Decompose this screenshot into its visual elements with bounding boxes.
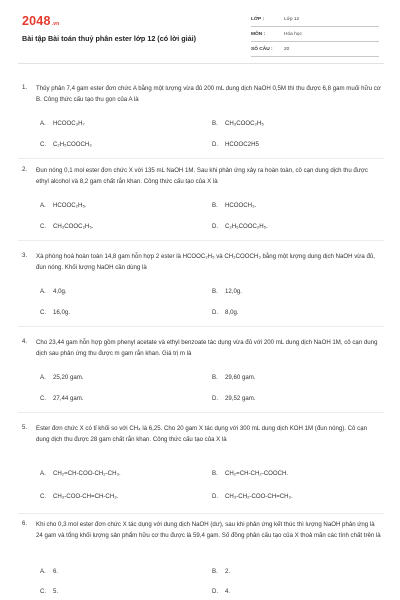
option-text: CH₃COOC₂H₅. [53, 223, 94, 230]
option-b[interactable] [212, 120, 264, 127]
logo-text: 2048 [22, 14, 51, 28]
question-text: Khi cho 0,3 mol ester đơn chức X tác dụng với dung dịch NaOH (dư), sau khi phản ứng kết thúc thì lượng NaOH phản ứng là 24 gam và tổng khối lượng sản phẩm hữu cơ thu được là 59,4 gam. Số đồng phân cấu tạo của X thoả mãn các tính chất trên là [36, 521, 381, 539]
option-letter: A. [40, 288, 46, 295]
meta-label: LỚP : [251, 17, 265, 22]
option-letter: D. [212, 141, 219, 148]
logo-suffix: .vn [51, 21, 60, 27]
option-c[interactable] [40, 588, 58, 595]
option-text: HCOOC₂H₅. [53, 202, 87, 209]
question-divider [18, 326, 384, 327]
option-letter: B. [212, 120, 218, 127]
option-a[interactable] [40, 568, 58, 575]
option-letter: D. [212, 309, 219, 316]
option-letter: C. [40, 223, 47, 230]
document-title: Bài tập Bài toán thuỷ phân ester lớp 12 (có lời giải) [22, 34, 196, 43]
question-text: Ester đơn chức X có tỉ khối so với CH₄ là 6,25. Cho 20 gam X tác dụng với 300 mL dung dịch KOH 1M (đun nóng). Cô cạn dung dịch thu được 28 gam chất rắn khan. Công thức cấu tạo của X là [36, 425, 367, 443]
meta-table [251, 14, 379, 59]
option-text: 29,52 gam. [225, 395, 256, 402]
option-text: 12,0g. [225, 288, 242, 295]
option-letter: A. [40, 202, 46, 209]
option-c[interactable] [40, 141, 92, 148]
option-letter: A. [40, 374, 46, 381]
question-divider [18, 240, 384, 241]
option-a[interactable] [40, 374, 84, 381]
option-text: 4. [225, 588, 231, 595]
option-a[interactable] [40, 120, 85, 127]
option-text: CH₂=CH-CH₂-COOCH. [225, 470, 289, 477]
question-divider [18, 513, 384, 514]
question-text: Cho 23,44 gam hỗn hợp gồm phenyl acetate và ethyl benzoate tác dụng vừa đủ với 200 mL dung dịch NaOH 1M, cô cạn dung dịch sau phản ứng thu được m gam rắn khan. Giá trị m là [36, 339, 378, 357]
question-text: Đun nóng 0,1 mol ester đơn chức X với 135 mL NaOH 1M. Sau khi phản ứng xảy ra hoàn toàn, cô cạn dung dịch thu được ethyl alcohol và 8,2 gam chất rắn khan. Công thức cấu tạo của X là [36, 167, 368, 185]
option-letter: D. [212, 223, 219, 230]
question-number: 2. [22, 166, 28, 173]
meta-label: SỐ CÂU : [251, 47, 273, 52]
meta-row-class [251, 14, 379, 27]
option-letter: C. [40, 141, 47, 148]
option-text: 16,0g. [53, 309, 70, 316]
header-divider [18, 63, 384, 64]
option-d[interactable] [212, 223, 268, 230]
option-text: CH₃COOC₂H₅ [225, 120, 264, 127]
option-text: 2. [225, 568, 231, 575]
option-c[interactable] [40, 223, 93, 230]
option-text: 27,44 gam. [53, 395, 84, 402]
option-c[interactable] [40, 493, 118, 500]
meta-value: 20 [284, 47, 290, 52]
option-letter: C. [40, 493, 47, 500]
option-d[interactable] [212, 141, 259, 148]
option-b[interactable] [212, 374, 256, 381]
option-b[interactable] [212, 288, 242, 295]
option-text: HCOOCH₃. [225, 202, 257, 209]
question-divider [18, 158, 384, 159]
option-letter: A. [40, 568, 46, 575]
meta-value: Hóa học [284, 32, 302, 37]
meta-row-count [251, 44, 379, 57]
option-letter: C. [40, 395, 47, 402]
option-a[interactable] [40, 470, 121, 477]
option-text: 25,20 gam. [53, 374, 84, 381]
option-text: HCOOC₃H₇ [53, 120, 85, 127]
option-letter: A. [40, 120, 46, 127]
option-text: 5. [53, 588, 59, 595]
option-c[interactable] [40, 395, 84, 402]
option-letter: C. [40, 588, 47, 595]
meta-value: Lớp 12 [284, 17, 300, 22]
question-number: 5. [22, 424, 28, 431]
question-text: Thủy phân 7,4 gam ester đơn chức A bằng một lượng vừa đủ 200 mL dung dịch NaOH 0,5M thì thu được 6,8 gam muối hữu cơ B. Công thức cấu tạo thu gọn của A là [36, 85, 381, 103]
option-text: 4,0g. [53, 288, 67, 295]
option-d[interactable] [212, 395, 256, 402]
option-d[interactable] [212, 588, 230, 595]
option-d[interactable] [212, 493, 293, 500]
option-d[interactable] [212, 309, 239, 316]
question-divider [18, 412, 384, 413]
site-logo[interactable] [22, 14, 59, 28]
option-letter: C. [40, 309, 47, 316]
option-b[interactable] [212, 470, 288, 477]
question-number: 3. [22, 252, 28, 259]
question-number: 6. [22, 520, 28, 527]
option-letter: B. [212, 202, 218, 209]
option-text: C₂H₅COOC₂H₅. [225, 223, 268, 230]
option-text: 6. [53, 568, 59, 575]
option-text: HCOOC2H5 [225, 141, 259, 148]
meta-label: MÔN : [251, 32, 266, 37]
option-b[interactable] [212, 202, 256, 209]
question-number: 4. [22, 338, 28, 345]
option-letter: D. [212, 588, 219, 595]
option-letter: B. [212, 568, 218, 575]
option-letter: B. [212, 470, 218, 477]
document-header [0, 0, 400, 62]
option-text: CH₂=CH-COO-CH₂-CH₃. [53, 470, 121, 477]
option-letter: A. [40, 470, 46, 477]
option-b[interactable] [212, 568, 230, 575]
option-text: 29,60 gam. [225, 374, 256, 381]
question-text: Xà phòng hoá hoàn toàn 14,8 gam hỗn hợp 2 ester là HCOOC₂H₅ và CH₃COOCH₃ bằng một lượng dung dịch NaOH vừa đủ, đun nóng. Khối lượng NaOH cần dùng là [36, 253, 375, 271]
option-text: 8,0g. [225, 309, 239, 316]
option-letter: D. [212, 493, 219, 500]
option-text: C₂H₅COOCH₃ [53, 141, 92, 148]
option-c[interactable] [40, 309, 70, 316]
option-a[interactable] [40, 288, 67, 295]
option-text: CH₃-CH₂-COO-CH=CH₂. [225, 493, 293, 500]
question-number: 1. [22, 84, 28, 91]
option-letter: B. [212, 374, 218, 381]
option-a[interactable] [40, 202, 87, 209]
option-text: CH₃-COO-CH=CH-CH₃. [53, 493, 119, 500]
meta-row-subject [251, 29, 379, 42]
option-letter: B. [212, 288, 218, 295]
option-letter: D. [212, 395, 219, 402]
